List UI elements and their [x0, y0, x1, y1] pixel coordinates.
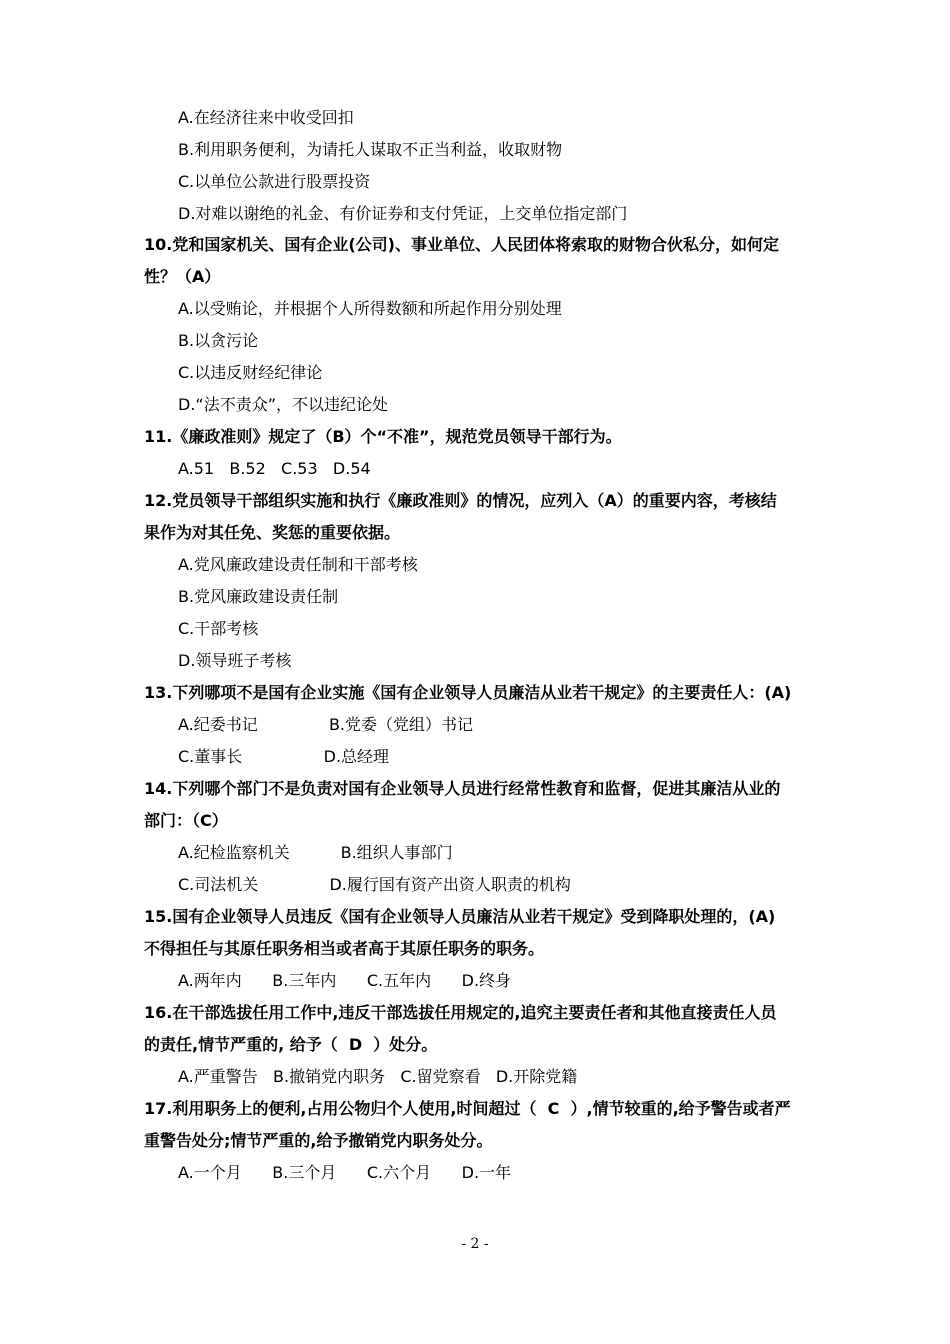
question-text: 17.利用职务上的便利,占用公物归个人使用,时间超过（ C ）,情节较重的,给予警告或者严 [144, 1099, 791, 1118]
question-text: 11.《廉政准则》规定了（B）个“不准”，规范党员领导干部行为。 [144, 427, 622, 446]
question-text: 果作为对其任免、奖惩的重要依据。 [144, 523, 401, 542]
answer-option: A.党风廉政建设责任制和干部考核 [178, 555, 418, 574]
question-text: 12.党员领导干部组织实施和执行《廉政准则》的情况，应列入（A）的重要内容，考核结 [144, 491, 777, 510]
question-text: 16.在干部选拔任用工作中,违反干部选拔任用规定的,追究主要责任者和其他直接责任人员 [144, 1003, 777, 1022]
question-text: 不得担任与其原任职务相当或者高于其原任职务的职务。 [144, 939, 545, 958]
answer-option: D.对难以谢绝的礼金、有价证券和支付凭证，上交单位指定部门 [178, 204, 628, 223]
answer-option: D.领导班子考核 [178, 651, 292, 670]
question-text: 10.党和国家机关、国有企业(公司)、事业单位、人民团体将索取的财物合伙私分，如何定 [144, 235, 779, 254]
answer-option: A.在经济往来中收受回扣 [178, 108, 354, 127]
answer-option: A.一个月 B.三个月 C.六个月 D.一年 [178, 1163, 512, 1182]
answer-option: C.董事长 D.总经理 [178, 747, 390, 766]
question-text: 13.下列哪项不是国有企业实施《国有企业领导人员廉洁从业若干规定》的主要责任人：(A) [144, 683, 792, 702]
question-text: 的责任,情节严重的, 给予（ D ）处分。 [144, 1035, 438, 1054]
question-text: 15.国有企业领导人员违反《国有企业领导人员廉洁从业若干规定》受到降职处理的，(A) [144, 907, 776, 926]
answer-option: A.纪检监察机关 B.组织人事部门 [178, 843, 453, 862]
answer-option: A.严重警告 B.撤销党内职务 C.留党察看 D.开除党籍 [178, 1067, 578, 1086]
page-number: - 2 - [461, 1236, 489, 1252]
answer-option: C.干部考核 [178, 619, 259, 638]
answer-option: A.纪委书记 B.党委（党组）书记 [178, 715, 474, 734]
answer-option: B.利用职务便利，为请托人谋取不正当利益，收取财物 [178, 140, 563, 159]
question-text: 重警告处分;情节严重的,给予撤销党内职务处分。 [144, 1131, 493, 1150]
answer-option: C.以单位公款进行股票投资 [178, 172, 371, 191]
answer-option: A.51 B.52 C.53 D.54 [178, 459, 371, 478]
answer-option: A.两年内 B.三年内 C.五年内 D.终身 [178, 971, 512, 990]
question-text: 性？（A） [144, 267, 221, 286]
answer-option: C.司法机关 D.履行国有资产出资人职责的机构 [178, 875, 571, 894]
answer-option: D.“法不责众”，不以违纪论处 [178, 395, 388, 414]
answer-option: B.以贪污论 [178, 331, 259, 350]
question-text: 部门：（C） [144, 811, 228, 830]
question-text: 14.下列哪个部门不是负责对国有企业领导人员进行经常性教育和监督，促进其廉洁从业的 [144, 779, 781, 798]
answer-option: C.以违反财经纪律论 [178, 363, 323, 382]
answer-option: A.以受贿论，并根据个人所得数额和所起作用分别处理 [178, 299, 562, 318]
answer-option: B.党风廉政建设责任制 [178, 587, 339, 606]
